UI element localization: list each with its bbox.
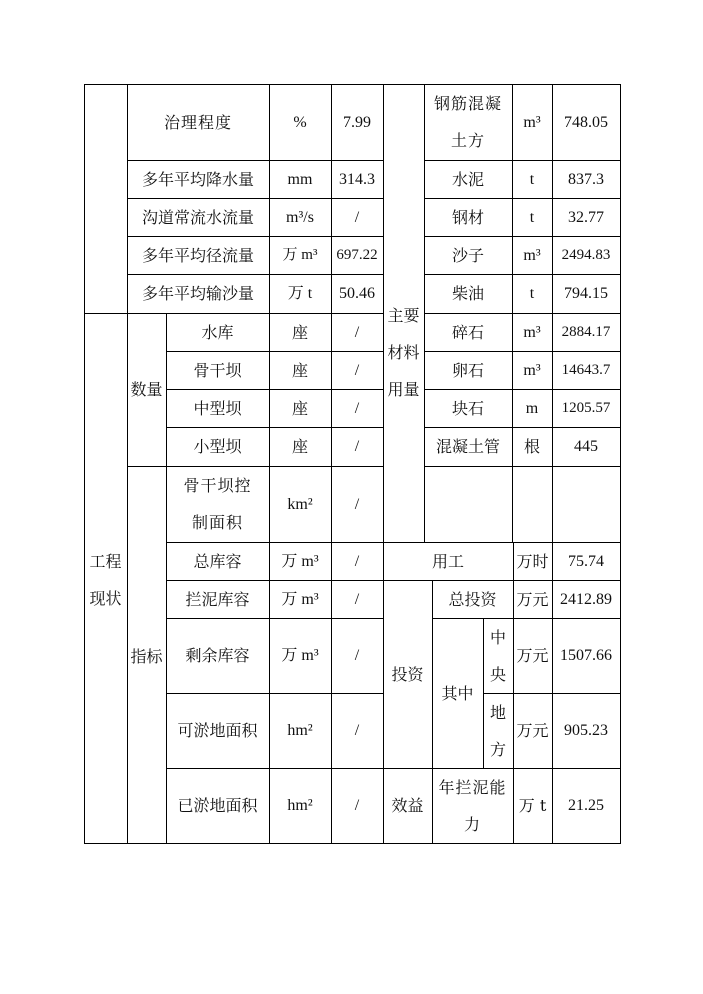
item-cell: 块石: [451, 398, 484, 418]
quantity-label: [127, 370, 166, 408]
item-cell: 拦泥库容: [185, 589, 250, 609]
item-cell: 总投资: [448, 589, 497, 609]
unit-cell: m³: [523, 361, 541, 379]
among-them-label: [432, 618, 483, 768]
value-cell: 837.3: [568, 170, 604, 188]
unit-cell: m: [525, 399, 539, 417]
item-cell: 钢材: [451, 207, 484, 227]
value-cell: 314.3: [339, 170, 375, 188]
value-cell: 2494.83: [561, 246, 611, 263]
unit-cell: m³: [523, 113, 541, 131]
value-cell: 21.25: [568, 797, 604, 814]
value-cell: 2412.89: [560, 590, 612, 608]
item-cell: 水库: [201, 322, 234, 342]
item-cell: 卵石: [451, 360, 484, 380]
item-cell: 混凝土管: [435, 437, 500, 456]
unit-cell: 座: [291, 437, 308, 456]
value-cell: /: [354, 552, 360, 570]
unit-cell: 万 m³: [281, 552, 319, 570]
item-cell: 骨干坝控制面积: [183, 476, 252, 532]
unit-cell: %: [293, 113, 307, 131]
item-cell: 钢筋混凝土方: [434, 94, 503, 150]
unit-cell: m³/s: [286, 208, 314, 226]
item-cell: 地方: [490, 702, 507, 759]
value-cell: 1507.66: [560, 647, 612, 664]
unit-cell: 万时: [516, 551, 549, 571]
item-cell: 用工: [431, 551, 464, 571]
value-cell: 697.22: [336, 246, 378, 263]
indicator-label: [127, 618, 166, 694]
value-cell: 445: [574, 438, 598, 455]
unit-cell: m³: [523, 323, 541, 341]
value-cell: /: [354, 647, 360, 664]
value-cell: /: [354, 495, 360, 513]
item-cell: 多年平均输沙量: [141, 284, 254, 303]
value-cell: 2884.17: [561, 323, 611, 340]
value-cell: /: [354, 438, 360, 455]
unit-cell: t: [529, 208, 535, 226]
quantity-text: 数量: [130, 379, 163, 399]
item-cell: 沟道常流水流量: [141, 207, 254, 227]
unit-cell: 万元: [516, 646, 549, 665]
unit-cell: 根: [523, 437, 540, 456]
unit-cell: 座: [291, 322, 308, 342]
item-cell: 骨干坝: [193, 360, 242, 380]
item-cell: 总库容: [193, 551, 242, 571]
unit-cell: mm: [287, 170, 313, 188]
value-cell: 7.99: [343, 113, 371, 131]
value-cell: 32.77: [568, 208, 604, 226]
benefit-text: 效益: [391, 796, 424, 815]
item-cell: 治理程度: [163, 112, 232, 132]
item-cell: 多年平均降水量: [141, 169, 254, 189]
unit-cell: 万 t: [518, 796, 547, 815]
unit-cell: hm²: [287, 797, 313, 814]
unit-cell: 座: [291, 360, 308, 380]
materials-label: [383, 295, 424, 409]
indicator-text: 指标: [130, 646, 163, 666]
item-cell: 已淤地面积: [177, 796, 258, 815]
materials-text: 主要材料用量: [387, 305, 420, 399]
item-cell: 剩余库容: [185, 646, 250, 665]
benefit-label: [383, 768, 432, 843]
unit-cell: 万 t: [287, 285, 313, 302]
unit-cell: m³: [523, 246, 541, 264]
value-cell: /: [354, 722, 360, 739]
item-cell: 可淤地面积: [177, 721, 258, 740]
item-cell: 柴油: [451, 284, 484, 303]
engineering-status-text: 工程现状: [89, 552, 122, 608]
item-cell: 中型坝: [193, 398, 242, 418]
value-cell: 794.15: [564, 285, 608, 302]
investment-label: [383, 580, 432, 768]
value-cell: 14643.7: [561, 361, 611, 378]
investment-text: 投资: [391, 664, 424, 684]
engineering-status-label: [84, 542, 127, 618]
unit-cell: t: [529, 170, 535, 188]
value-cell: /: [354, 797, 360, 814]
value-cell: 748.05: [564, 113, 608, 131]
value-cell: 1205.57: [561, 399, 611, 416]
unit-cell: 万 m³: [281, 590, 319, 608]
unit-cell: km²: [287, 495, 313, 513]
item-cell: 多年平均径流量: [141, 245, 254, 265]
unit-cell: hm²: [287, 722, 313, 739]
value-cell: /: [354, 323, 360, 341]
item-cell: 沙子: [451, 245, 484, 265]
value-cell: 905.23: [564, 722, 608, 739]
value-cell: 75.74: [568, 552, 604, 570]
unit-cell: 万 m³: [281, 647, 319, 664]
item-cell: 水泥: [451, 169, 484, 189]
item-cell: 年拦泥能力: [438, 777, 507, 834]
unit-cell: t: [529, 285, 535, 302]
unit-cell: 万元: [516, 589, 549, 609]
value-cell: /: [354, 361, 360, 379]
unit-cell: 万元: [516, 721, 549, 740]
item-cell: 小型坝: [193, 437, 242, 456]
value-cell: /: [354, 399, 360, 417]
item-cell: 碎石: [451, 322, 484, 342]
value-cell: /: [354, 590, 360, 608]
among-them-text: 其中: [441, 683, 474, 703]
unit-cell: 万 m³: [282, 246, 318, 263]
item-cell: 中央: [490, 627, 507, 684]
value-cell: /: [354, 208, 360, 226]
value-cell: 50.46: [339, 285, 375, 302]
unit-cell: 座: [291, 398, 308, 418]
